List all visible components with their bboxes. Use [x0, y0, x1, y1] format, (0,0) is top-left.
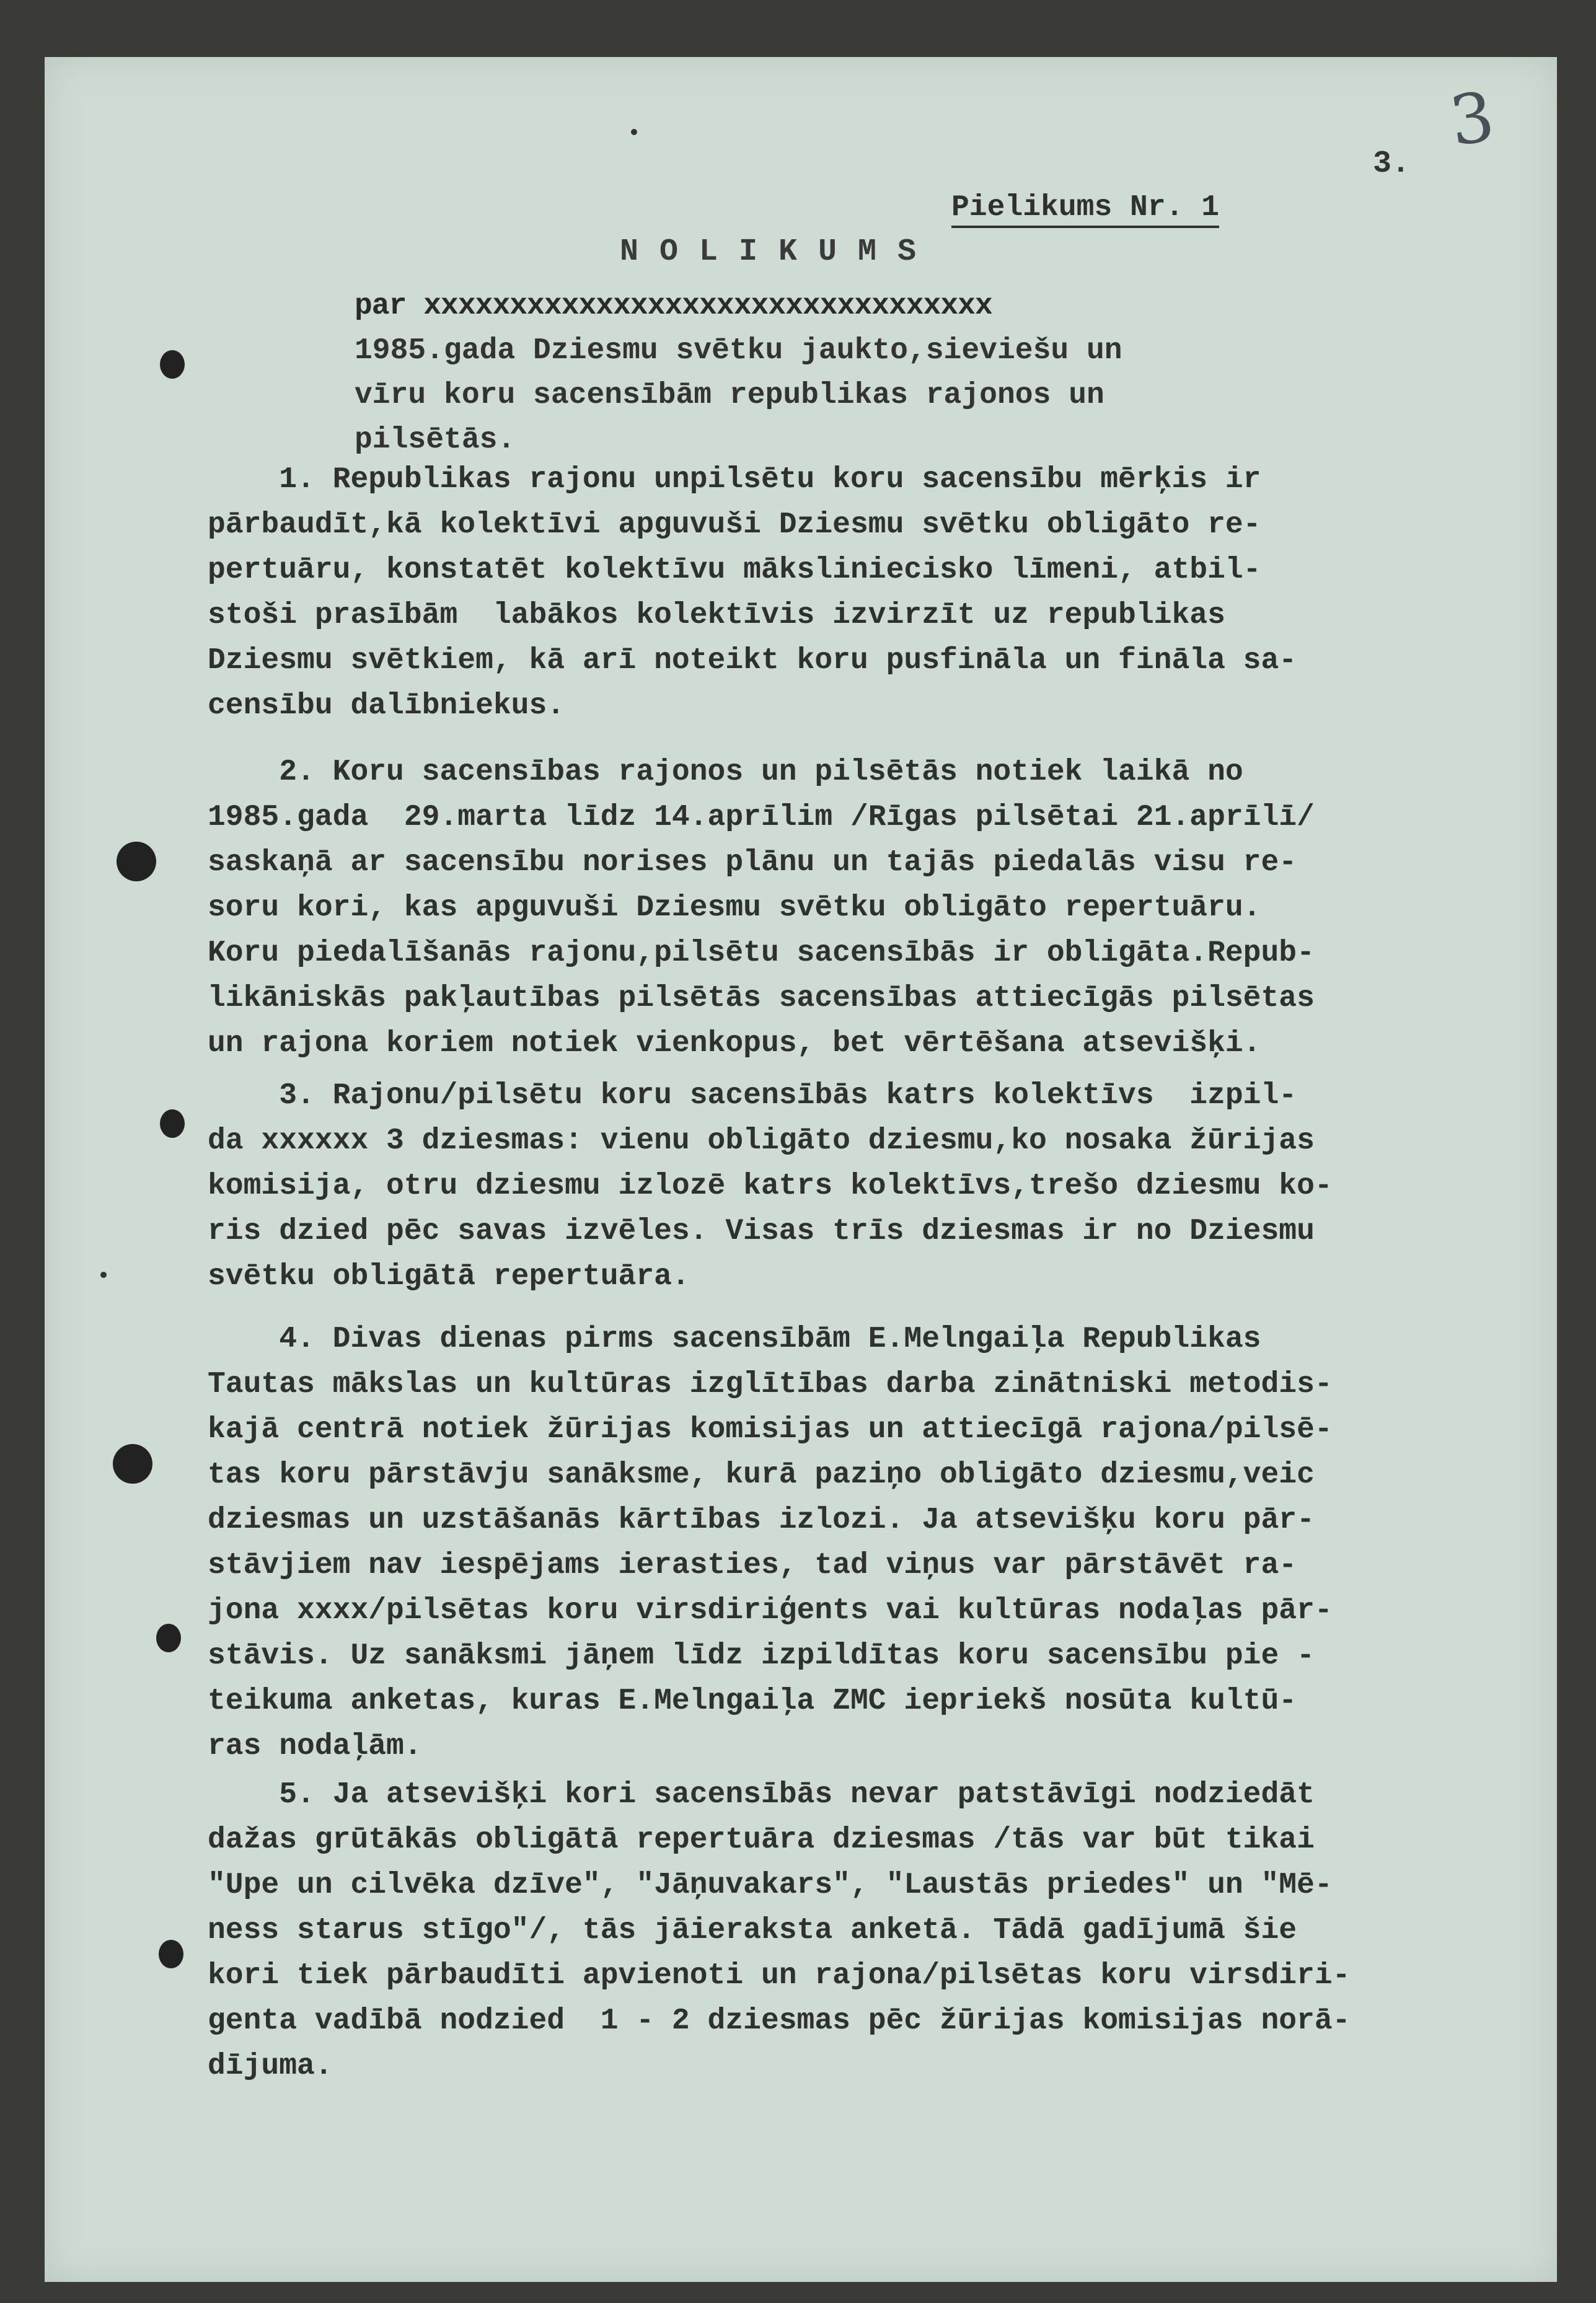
punch-hole	[159, 1940, 183, 1968]
paragraph-4: 4. Divas dienas pirms sacensībām E.Melngaiļa Republikas Tautas mākslas un kultūras izglītības darba zinātniski metodis- kajā centrā notiek žūrijas komisijas un attiecīgā rajona/pilsē- tas koru pārstāvju sanāksme, kurā paziņo obligāto dziesmu,veic dziesmas un uzstāšanās kārtības izlozi. Ja atsevišķu koru pār- stāvjiem nav iespējams ierasties, tad viņus var pārstāvēt ra- jona xxxx/pilsētas koru virsdiriģents vai kultūras nodaļas pār- stāvis. Uz sanāksmi jāņem līdz izpildītas koru sacensību pie - teikuma anketas, kuras E.Melngaiļa ZMC iepriekš nosūta kultū- ras nodaļām.	[208, 1323, 1333, 1763]
punch-hole	[160, 1109, 185, 1138]
subtitle-line-1: par xxxxxxxxxxxxxxxxxxxxxxxxxxxxxxxxx	[355, 289, 992, 323]
punch-hole	[156, 1624, 181, 1652]
punch-hole	[117, 842, 156, 881]
paragraph-5: 5. Ja atsevišķi kori sacensībās nevar patstāvīgi nodziedāt dažas grūtākās obligātā repertuāra dziesmas /tās var būt tikai "Upe un cilvēka dzīve", "Jāņuvakars", "Laustās priedes" un "Mē- ness starus stīgo"/, tās jāieraksta anketā. Tādā gadījumā šie kori tiek pārbaudīti apvienoti un rajona/pilsētas koru virsdiri- genta vadībā nodzied 1 - 2 dziesmas pēc žūrijas komisijas norā- dījuma.	[208, 1778, 1351, 2083]
punch-hole	[160, 350, 185, 379]
speck	[100, 1272, 107, 1278]
speck	[631, 129, 637, 135]
document-subtitle	[355, 284, 1235, 462]
subtitle-line-4: pilsētās.	[355, 423, 516, 457]
document-title: NOLIKUMS	[620, 234, 938, 270]
punch-hole	[113, 1444, 152, 1484]
page-number: 3.	[1373, 146, 1411, 182]
paragraph-2: 2. Koru sacensības rajonos un pilsētās notiek laikā no 1985.gada 29.marta līdz 14.aprīlim /Rīgas pilsētai 21.aprīlī/ saskaņā ar sacensību norises plānu un tajās piedalās visu re- soru kori, kas apguvuši Dziesmu svētku obligāto repertuāru. Koru piedalīšanās rajonu,pilsētu sacensībās ir obligāta.Repub- likāniskās pakļautības pilsētās sacensības attiecīgās pilsētas un rajona koriem notiek vienkopus, bet vērtēšana atsevišķi.	[208, 755, 1315, 1060]
appendix-label: Pielikums Nr. 1	[951, 191, 1219, 228]
paragraph-3: 3. Rajonu/pilsētu koru sacensībās katrs kolektīvs izpil- da xxxxxx 3 dziesmas: vienu obligāto dziesmu,ko nosaka žūrijas komisija, otru dziesmu izlozē katrs kolektīvs,trešo dziesmu ko- ris dzied pēc savas izvēles. Visas trīs dziesmas ir no Dziesmu svētku obligātā repertuāra.	[208, 1079, 1333, 1293]
paragraph-1: 1. Republikas rajonu unpilsētu koru sacensību mērķis ir pārbaudīt,kā kolektīvi apguvuši Dziesmu svētku obligāto re- pertuāru, konstatēt kolektīvu māksliniecisko līmeni, atbil- stoši prasībām labākos kolektīvis izvirzīt uz republikas Dziesmu svētkiem, kā arī noteikt koru pusfināla un fināla sa- censību dalībniekus.	[208, 463, 1297, 723]
subtitle-line-2: 1985.gada Dziesmu svētku jaukto,sieviešu un	[355, 334, 1122, 368]
handwritten-page-number: 3	[1445, 76, 1499, 162]
subtitle-line-3: vīru koru sacensībām republikas rajonos un	[355, 379, 1104, 412]
